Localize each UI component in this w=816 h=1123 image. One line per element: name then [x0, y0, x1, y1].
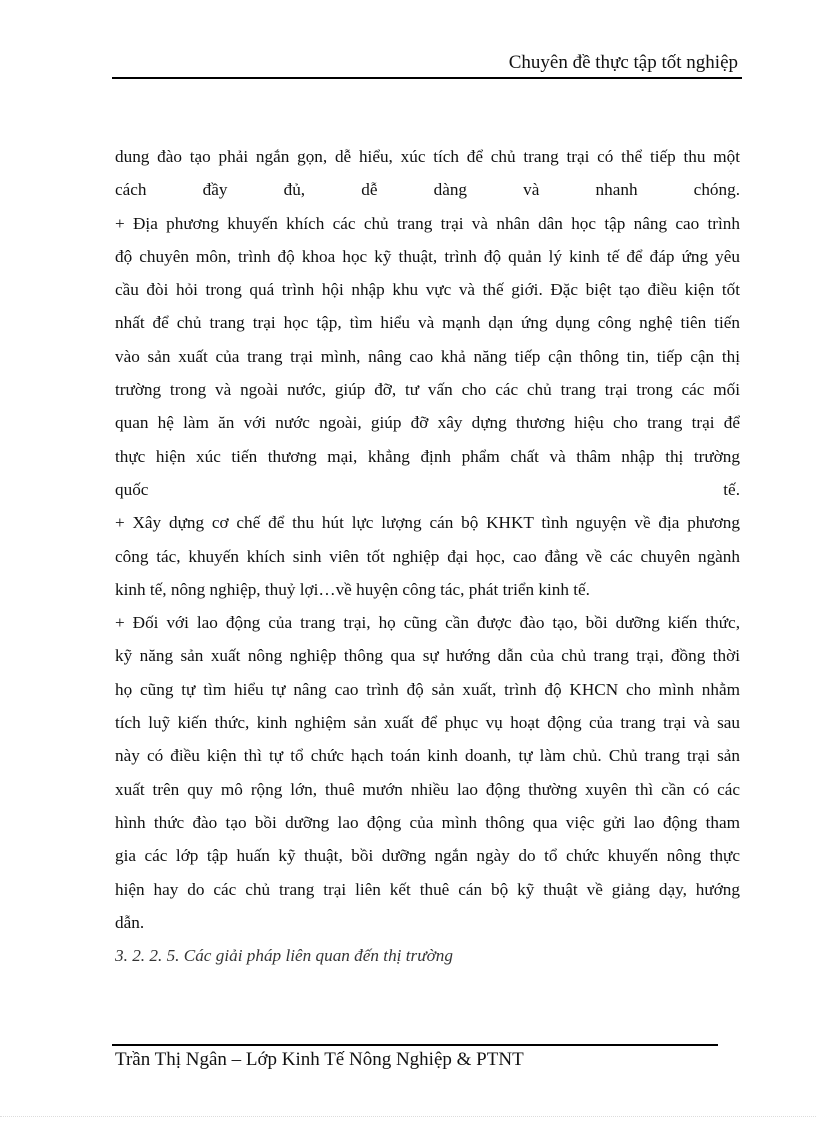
body-line: cầu đòi hỏi trong quá trình hội nhập khu vực và thế giới. Đặc biệt tạo điều kiện tốt: [115, 280, 740, 300]
body-line: hiện hay do các chủ trang trại liên kết thuê cán bộ kỹ thuật về giảng dạy, hướng: [115, 879, 740, 899]
body-line: + Xây dựng cơ chế để thu hút lực lượng cán bộ KHKT tình nguyện về địa phương: [115, 513, 740, 533]
body-line: cách đầy đủ, dễ dàng và nhanh chóng.: [115, 180, 740, 200]
body-line: dung đào tạo phải ngắn gọn, dễ hiểu, xúc tích để chủ trang trại có thể tiếp thu một: [115, 147, 740, 166]
body-line: quan hệ làm ăn với nước ngoài, giúp đỡ xây dựng thương hiệu cho trang trại để: [115, 413, 740, 433]
body-line: + Địa phương khuyến khích các chủ trang trại và nhân dân học tập nâng cao trình: [115, 213, 740, 233]
header-title: Chuyên đề thực tập tốt nghiệp: [508, 52, 738, 73]
body-line: quốc tế.: [115, 479, 740, 499]
body-line: kỹ năng sản xuất nông nghiệp thông qua sự hướng dẫn của chủ trang trại, đồng thời: [115, 646, 740, 666]
body-line: + Đối với lao động của trang trại, họ cũng cần được đào tạo, bồi dưỡng kiến thức,: [115, 613, 740, 633]
body-line: kinh tế, nông nghiệp, thuỷ lợi…về huyện công tác, phát triển kinh tế.: [115, 579, 590, 599]
header-rule: [112, 77, 742, 79]
document-body: [115, 140, 740, 972]
body-line: dẫn.: [115, 912, 145, 932]
body-line: họ cũng tự tìm hiểu tự nâng cao trình độ sản xuất, trình độ KHCN cho mình nhằm: [115, 679, 740, 699]
body-line: này có điều kiện thì tự tổ chức hạch toán kinh doanh, tự làm chủ. Chủ trang trại sản: [115, 746, 740, 766]
body-line: nhất để chủ trang trại học tập, tìm hiểu và mạnh dạn ứng dụng công nghệ tiên tiến: [115, 313, 740, 333]
body-line: tích luỹ kiến thức, kinh nghiệm sản xuất để phục vụ hoạt động của trang trại và sau: [115, 713, 740, 733]
footer-rule: [112, 1044, 718, 1046]
body-line: trường trong và ngoài nước, giúp đỡ, tư vấn cho các chủ trang trại trong các mối: [115, 380, 740, 400]
body-line: xuất trên quy mô rộng lớn, thuê mướn nhiều lao động thường xuyên thì cần có các: [115, 779, 740, 799]
body-line: công tác, khuyến khích sinh viên tốt nghiệp đại học, cao đẳng về các chuyên ngành: [115, 546, 740, 566]
page-edge-dots: [0, 1116, 816, 1117]
body-line: vào sản xuất của trang trại mình, nâng cao khả năng tiếp cận thông tin, tiếp cận thị: [115, 346, 740, 366]
footer-text: Trần Thị Ngân – Lớp Kinh Tế Nông Nghiệp & PTNT: [115, 1049, 524, 1070]
body-line: gia các lớp tập huấn kỹ thuật, bồi dưỡng ngắn ngày do tổ chức khuyến nông thực: [115, 846, 740, 866]
section-heading: 3. 2. 2. 5. Các giải pháp liên quan đến thị trường: [115, 946, 453, 966]
body-line: hình thức đào tạo bồi dưỡng lao động của mình thông qua việc gửi lao động tham: [115, 812, 740, 832]
body-line: thực hiện xúc tiến thương mại, khẳng định phẩm chất và thâm nhập thị trường: [115, 446, 740, 466]
body-line: độ chuyên môn, trình độ khoa học kỹ thuật, trình độ quản lý kinh tế để đáp ứng yêu: [115, 246, 740, 266]
